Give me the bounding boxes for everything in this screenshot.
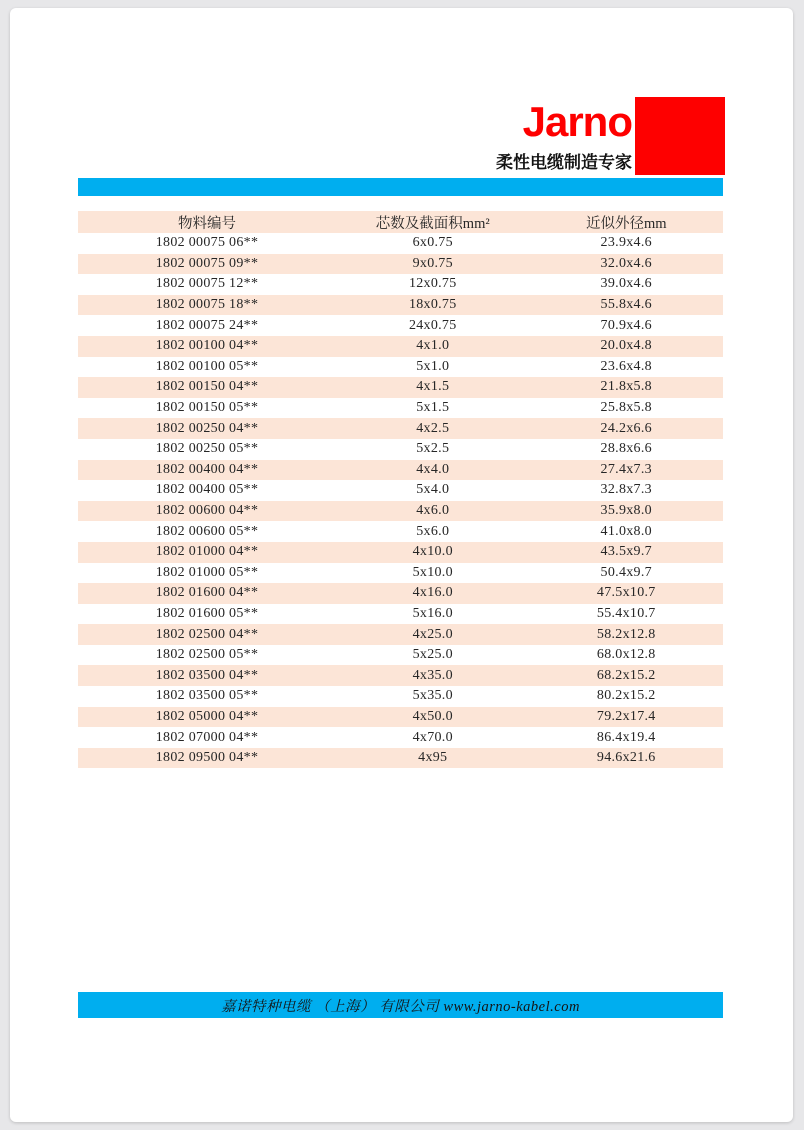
table-header-row — [78, 211, 723, 233]
brand-logo-text: Jarno — [522, 98, 632, 145]
brand-tagline: 柔性电缆制造专家 — [496, 153, 632, 172]
table-cell: 5x2.5 — [416, 441, 450, 457]
table-cell: 1802 09500 04** — [155, 750, 259, 766]
table-cell: 18x0.75 — [408, 297, 457, 313]
table-cell: 28.8x6.6 — [600, 441, 652, 457]
table-cell: 1802 02500 05** — [155, 647, 259, 663]
table-cell: 9x0.75 — [412, 255, 453, 271]
table-row — [78, 583, 723, 604]
table-cell: 5x25.0 — [412, 647, 453, 663]
table-row — [78, 645, 723, 666]
table-cell: 94.6x21.6 — [596, 750, 656, 766]
brand-red-square — [635, 97, 725, 175]
table-row — [78, 665, 723, 686]
table-cell: 5x1.5 — [416, 400, 450, 416]
table-row — [78, 377, 723, 398]
table-row — [78, 336, 723, 357]
table-cell: 23.9x4.6 — [600, 235, 652, 251]
table-cell: 21.8x5.8 — [600, 379, 652, 395]
col-header-outer-diameter: 近似外径mm — [585, 215, 667, 232]
table-cell: 23.6x4.8 — [600, 358, 652, 374]
table-cell: 1802 00400 05** — [155, 482, 259, 498]
table-cell: 55.4x10.7 — [596, 605, 656, 621]
table-cell: 5x16.0 — [412, 605, 453, 621]
table-cell: 68.0x12.8 — [596, 647, 656, 663]
table-cell: 4x25.0 — [412, 626, 453, 642]
table-cell: 4x4.0 — [416, 461, 450, 477]
table-cell: 68.2x15.2 — [596, 667, 656, 683]
table-cell: 55.8x4.6 — [600, 297, 652, 313]
table-row — [78, 542, 723, 563]
table-cell: 1802 00150 04** — [155, 379, 259, 395]
header-blue-bar — [78, 178, 723, 196]
table-row — [78, 748, 723, 769]
table-row — [78, 480, 723, 501]
table-cell: 6x0.75 — [412, 235, 453, 251]
table-cell: 24.2x6.6 — [600, 420, 652, 436]
table-row — [78, 295, 723, 316]
table-row — [78, 501, 723, 522]
table-cell: 4x2.5 — [416, 420, 450, 436]
table-row — [78, 315, 723, 336]
table-cell: 39.0x4.6 — [600, 276, 652, 292]
table-cell: 4x95 — [418, 750, 448, 766]
table-row — [78, 624, 723, 645]
table-cell: 4x70.0 — [412, 729, 453, 745]
table-cell: 1802 00075 18** — [155, 297, 259, 313]
table-cell: 1802 00600 04** — [155, 503, 259, 519]
spec-table — [78, 211, 723, 768]
table-cell: 1802 03500 04** — [155, 667, 259, 683]
table-cell: 1802 07000 04** — [155, 729, 259, 745]
table-cell: 50.4x9.7 — [600, 564, 652, 580]
table-cell: 1802 00075 09** — [155, 255, 259, 271]
table-cell: 1802 00600 05** — [155, 523, 259, 539]
table-cell: 41.0x8.0 — [600, 523, 652, 539]
table-cell: 79.2x17.4 — [596, 708, 656, 724]
table-cell: 70.9x4.6 — [600, 317, 652, 333]
table-row — [78, 418, 723, 439]
table-row — [78, 727, 723, 748]
table-cell: 1802 00400 04** — [155, 461, 259, 477]
table-row — [78, 398, 723, 419]
col-header-cores-section: 芯数及截面积mm² — [375, 215, 490, 232]
table-cell: 32.8x7.3 — [600, 482, 652, 498]
table-row — [78, 707, 723, 728]
table-row — [78, 233, 723, 254]
table-cell: 5x35.0 — [412, 688, 453, 704]
table-cell: 4x35.0 — [412, 667, 453, 683]
table-row — [78, 274, 723, 295]
table-row — [78, 521, 723, 542]
table-cell: 1802 01600 05** — [155, 605, 259, 621]
table-cell: 5x6.0 — [416, 523, 450, 539]
table-cell: 1802 00100 05** — [155, 358, 259, 374]
table-cell: 4x6.0 — [416, 503, 450, 519]
table-cell: 58.2x12.8 — [596, 626, 656, 642]
table-cell: 1802 00150 05** — [155, 400, 259, 416]
table-cell: 1802 00100 04** — [155, 338, 259, 354]
table-cell: 4x50.0 — [412, 708, 453, 724]
table-cell: 1802 00250 05** — [155, 441, 259, 457]
table-cell: 5x10.0 — [412, 564, 453, 580]
table-cell: 4x1.5 — [416, 379, 450, 395]
table-cell: 24x0.75 — [408, 317, 457, 333]
table-cell: 1802 00075 24** — [155, 317, 259, 333]
table-cell: 1802 00075 12** — [155, 276, 259, 292]
table-row — [78, 563, 723, 584]
table-row — [78, 604, 723, 625]
table-cell: 35.9x8.0 — [600, 503, 652, 519]
table-row — [78, 460, 723, 481]
table-cell: 47.5x10.7 — [596, 585, 656, 601]
table-cell: 1802 03500 05** — [155, 688, 259, 704]
table-cell: 27.4x7.3 — [600, 461, 652, 477]
table-row — [78, 686, 723, 707]
table-cell: 4x10.0 — [412, 544, 453, 560]
table-cell: 1802 05000 04** — [155, 708, 259, 724]
table-cell: 4x16.0 — [412, 585, 453, 601]
table-cell: 5x4.0 — [416, 482, 450, 498]
table-cell: 5x1.0 — [416, 358, 450, 374]
table-row — [78, 439, 723, 460]
col-header-material-code: 物料编号 — [178, 215, 236, 232]
table-cell: 1802 01000 04** — [155, 544, 259, 560]
table-cell: 12x0.75 — [408, 276, 457, 292]
table-cell: 1802 01600 04** — [155, 585, 259, 601]
table-cell: 43.5x9.7 — [600, 544, 652, 560]
table-cell: 1802 01000 05** — [155, 564, 259, 580]
footer-blue-bar — [78, 992, 723, 1018]
table-header — [78, 211, 723, 233]
table-cell: 32.0x4.6 — [600, 255, 652, 271]
table-row — [78, 254, 723, 275]
table-cell: 20.0x4.8 — [600, 338, 652, 354]
catalog-page — [10, 8, 793, 1122]
table-cell: 80.2x15.2 — [596, 688, 656, 704]
table-body — [78, 233, 723, 768]
table-cell: 1802 00250 04** — [155, 420, 259, 436]
footer-company-url-text: 嘉诺特种电缆 （上海） 有限公司 www.jarno-kabel.com — [221, 998, 580, 1015]
table-cell: 4x1.0 — [416, 338, 450, 354]
table-cell: 1802 02500 04** — [155, 626, 259, 642]
table-cell: 25.8x5.8 — [600, 400, 652, 416]
table-row — [78, 357, 723, 378]
table-cell: 1802 00075 06** — [155, 235, 259, 251]
table-cell: 86.4x19.4 — [596, 729, 656, 745]
